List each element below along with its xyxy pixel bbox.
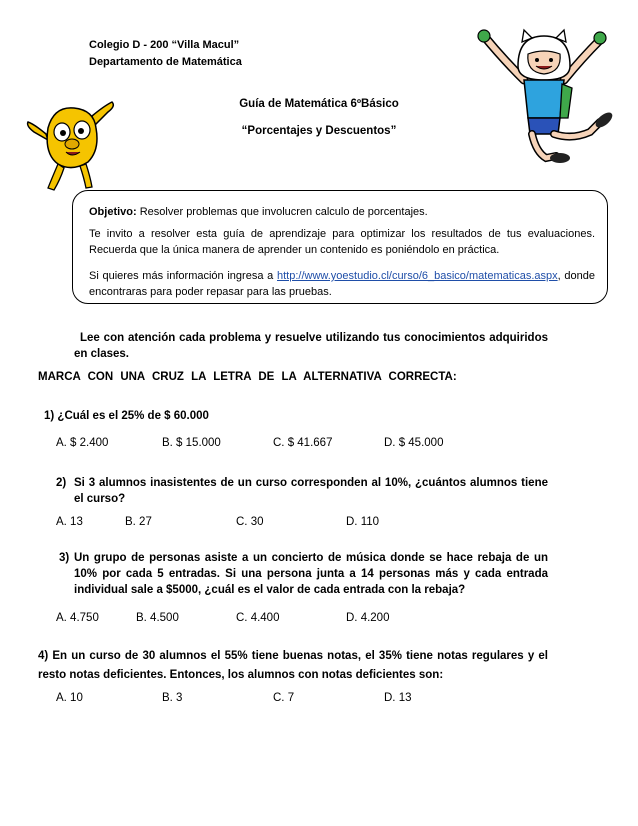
- objective-paragraph-2: [89, 268, 595, 300]
- objective-paragraph-2-suffix: , donde encontraras para poder repasar para las pruebas.: [89, 270, 596, 298]
- q3-option-a[interactable]: A. 4.750: [56, 612, 99, 624]
- read-instruction: Lee con atención cada problema y resuelve utilizando tus conocimientos adquiridos en clases.: [74, 332, 548, 360]
- q1-option-a[interactable]: A. $ 2.400: [56, 437, 109, 449]
- q1-option-b[interactable]: B. $ 15.000: [162, 437, 221, 449]
- q2-option-a[interactable]: A. 13: [56, 516, 83, 528]
- finn-illustration: [472, 22, 622, 172]
- question-3-number: 3): [59, 552, 70, 564]
- q2-option-b[interactable]: B. 27: [125, 516, 152, 528]
- q3-option-d[interactable]: D. 4.200: [346, 612, 390, 624]
- question-3: Un grupo de personas asiste a un concierto de música donde se hace rebaja de un 10% por cada 5 entradas. Si una persona junta a 14 personas más y cada entrada individual sale a $5000, ¿cuál es el valor de cada entrada con la rebaja?: [74, 552, 548, 596]
- q1-option-c[interactable]: C. $ 41.667: [273, 437, 333, 449]
- objective-text: Resolver problemas que involucren calculo de porcentajes.: [136, 206, 428, 218]
- school-name: Colegio D - 200 “Villa Macul”: [89, 39, 240, 51]
- guide-subtitle: “Porcentajes y Descuentos”: [241, 125, 397, 137]
- q4-option-a[interactable]: A. 10: [56, 692, 83, 704]
- q2-option-d[interactable]: D. 110: [346, 516, 380, 528]
- objective-paragraph-1: Te invito a resolver esta guía de aprendizaje para optimizar los resultados de tus evaluaciones. Recuerda que la única manera de aprender un contenido es poniéndolo en práctica.: [89, 228, 595, 256]
- objective-line: [89, 204, 595, 220]
- q3-option-c[interactable]: C. 4.400: [236, 612, 280, 624]
- question-2: Si 3 alumnos inasistentes de un curso corresponden al 10%, ¿cuántos alumnos tiene el curso?: [74, 477, 548, 505]
- department-name: Departamento de Matemática: [89, 56, 242, 68]
- q4-option-d[interactable]: D. 13: [384, 692, 412, 704]
- q4-option-c[interactable]: C. 7: [273, 692, 295, 704]
- q1-option-d[interactable]: D. $ 45.000: [384, 437, 444, 449]
- guide-title: Guía de Matemática 6ºBásico: [239, 98, 399, 110]
- objective-label: Objetivo:: [89, 206, 137, 218]
- question-1: 1) ¿Cuál es el 25% de $ 60.000: [44, 410, 209, 422]
- mark-instruction: MARCA CON UNA CRUZ LA LETRA DE LA ALTERNATIVA CORRECTA:: [38, 371, 457, 383]
- q2-option-c[interactable]: C. 30: [236, 516, 264, 528]
- question-4: 4) En un curso de 30 alumnos el 55% tiene buenas notas, el 35% tiene notas regulares y el resto notas deficientes. Entonces, los alumnos con notas deficientes son:: [38, 650, 548, 681]
- resource-link[interactable]: http://www.yoestudio.cl/curso/6_basico/matematicas.aspx: [277, 270, 558, 282]
- q3-option-b[interactable]: B. 4.500: [136, 612, 179, 624]
- q4-option-b[interactable]: B. 3: [162, 692, 183, 704]
- question-2-number: 2): [56, 477, 67, 489]
- jake-illustration: [22, 98, 122, 194]
- objective-paragraph-2-prefix: Si quieres más información ingresa a: [89, 270, 277, 282]
